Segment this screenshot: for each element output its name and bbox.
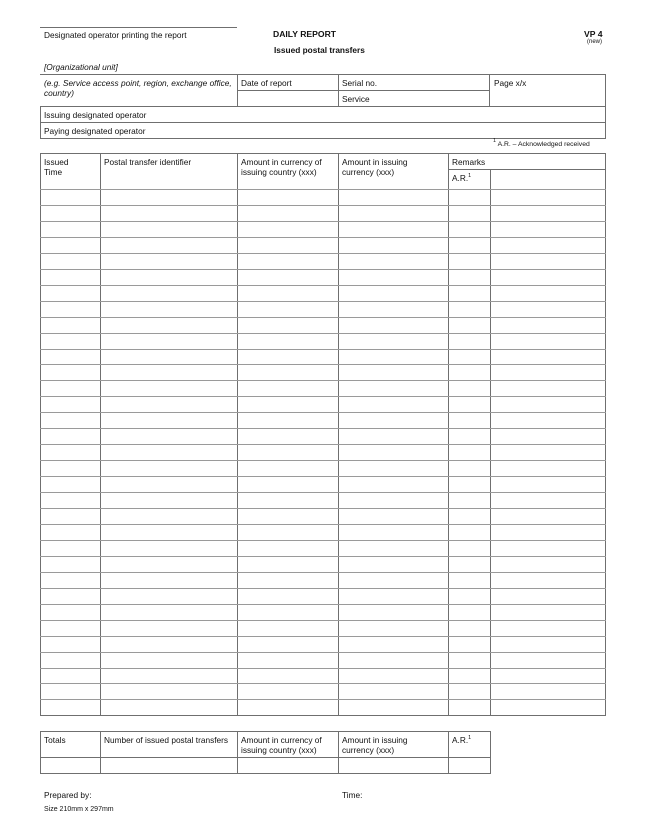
table-row-line (40, 620, 606, 621)
table-row-line (40, 476, 606, 477)
table-row-line (40, 699, 606, 700)
table-row-line (40, 524, 606, 525)
table-row-line (40, 652, 606, 653)
table-row-line (40, 189, 606, 190)
table-row-line (40, 572, 606, 573)
report-subtitle: Issued postal transfers (274, 45, 365, 55)
prepared-by-label: Prepared by: (44, 790, 92, 800)
totals-number-issued: Number of issued postal transfers (104, 735, 229, 745)
table-row-line (40, 604, 606, 605)
table-row-line (40, 412, 606, 413)
info-divider-3 (489, 74, 490, 106)
totals-row-divider (40, 757, 491, 758)
col-remarks: Remarks (452, 157, 486, 167)
table-row-line (40, 588, 606, 589)
table-row-line (40, 285, 606, 286)
table-row-line (40, 333, 606, 334)
totals-col-divider-3 (338, 731, 339, 774)
totals-ar (452, 735, 471, 745)
table-row-line (40, 444, 606, 445)
footnote-marker: 1 (493, 138, 497, 144)
date-of-report-label: Date of report (241, 78, 292, 88)
table-row-line (40, 349, 606, 350)
info-line-paying (40, 122, 606, 123)
col-amount-country: Amount in currency of issuing country (xxx) (241, 157, 322, 177)
table-row-line (40, 540, 606, 541)
issuing-operator-label: Issuing designated operator (44, 110, 147, 120)
time-label: Time: (342, 790, 363, 800)
footnote-text: A.R. – Acknowledged received (497, 141, 590, 148)
table-row-line (40, 221, 606, 222)
totals-col-divider-2 (237, 731, 238, 774)
form-code: VP 4 (584, 29, 603, 39)
size-label: Size 210mm x 297mm (44, 806, 114, 813)
table-row-line (40, 492, 606, 493)
info-line-issuing (40, 106, 606, 107)
table-row-line (40, 269, 606, 270)
page-label: Page x/x (494, 78, 527, 88)
info-top-line (40, 74, 606, 75)
remarks-under-line (448, 169, 606, 170)
totals-col-divider-4 (448, 731, 449, 774)
form-version: (new) (587, 39, 603, 45)
report-title: DAILY REPORT (273, 29, 337, 39)
table-row-line (40, 460, 606, 461)
table-row-line (40, 428, 606, 429)
table-row-line (40, 396, 606, 397)
totals-amount-country: Amount in currency of issuing country (xxx) (241, 735, 322, 755)
table-row-line (40, 301, 606, 302)
totals-ar-label: A.R. (452, 735, 469, 745)
table-row-line (40, 253, 606, 254)
service-label: Service (342, 94, 370, 104)
table-row-line (40, 205, 606, 206)
totals-col-divider-1 (100, 731, 101, 774)
footnote (493, 140, 590, 149)
info-mid-line (237, 90, 489, 91)
table-row-line (40, 636, 606, 637)
org-unit-label: [Organizational unit] (44, 62, 118, 72)
paying-operator-label: Paying designated operator (44, 126, 146, 136)
operator-underline (40, 27, 237, 28)
serial-no-label: Serial no. (342, 78, 378, 88)
table-row-line (40, 237, 606, 238)
col-issued-time: Issued Time (44, 157, 69, 177)
table-row-line (40, 556, 606, 557)
table-row-line (40, 508, 606, 509)
main-col-divider-5 (490, 169, 491, 716)
col-ar (452, 173, 471, 183)
table-row-line (40, 683, 606, 684)
table-row-line (40, 380, 606, 381)
totals-label: Totals (44, 735, 66, 745)
col-amount-issuing: Amount in issuing currency (xxx) (342, 157, 408, 177)
totals-amount-issuing: Amount in issuing currency (xxx) (342, 735, 408, 755)
table-row-line (40, 668, 606, 669)
org-example-text: (e.g. Service access point, region, exchange office, country) (44, 78, 232, 98)
table-row-line (40, 317, 606, 318)
col-identifier: Postal transfer identifier (104, 157, 192, 167)
designated-operator-label: Designated operator printing the report (44, 30, 187, 40)
table-row-line (40, 364, 606, 365)
col-ar-label: A.R. (452, 173, 469, 183)
info-bottom-line (40, 138, 606, 139)
totals-ar-sup: 1 (468, 735, 472, 741)
col-ar-sup: 1 (468, 173, 472, 179)
